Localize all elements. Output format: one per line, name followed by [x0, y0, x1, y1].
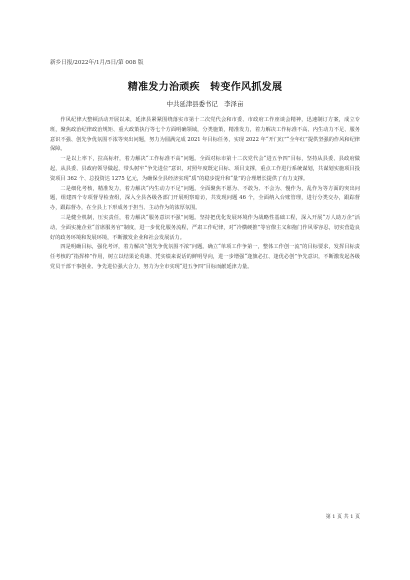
page-number: 第 1 页 共 1 页	[325, 514, 360, 520]
paragraph-1: 一是以上率下，拉高标杆，着力解决“工作标准不高”问题。全面对标市第十二次党代会“进五争四”目标，坚持从县委、县政府做起，从县委、县政府领导做起，带头树牢“争先进位”意识，对照年度既定目标、项目支撑，重点工作进行系统谋划，共谋划实施项目投资项目 362 个、总投资达 1275 亿元，为确保全县经济实现“质”的稳步提升和“量”的合理增长提供了有力支撑。	[50, 156, 360, 182]
paragraph-3: 三是健全机制，压实责任，着力解决“服务意识不强”问题。坚持把优化发展环境作为战略性基础工程，深入开展“万人助万企”活动，全面实施企业“首席服务官”制度，进一步优化服务流程，严肃工作纪律，对“冷横硬推”等官僚主义和拖门作风零容忍，切实营造良好的政务环境和发展环境，不断激发企业和社会发展活力。	[50, 214, 360, 241]
article-title: 精准发力治顽疾 转变作风抓发展	[127, 82, 283, 93]
paragraph-intro: 作风纪律大整顿活动开展以来，延津县紧紧围绕落实市第十二次党代会和市委、市政府工作座谈会精神，迅速制订方案，成立专班，聚焦政治纪律政治规矩、重大政策执行等七个方面明确领域，分类施策，精准发力，着力解决工作标准不高、内生动力不足、服务意识不强、创先争优氛围不浓等突出问题，努力为圆满完成 2021 年目标任务，实现 2022 年“开门红”“全年红”提供坚强的作风和纪律保障。	[50, 117, 360, 153]
article-author: 中共延津县委书记 李泽亩	[166, 100, 244, 108]
paragraph-4: 四是明确目标，强化考评，着力解决“创先争优氛围不浓”问题。确立“单项工作争第一，整体工作创一流”的目标要求，发挥目标责任考核的“指挥棒”作用，树立以结果论英雄、凭实绩来说话的鲜明导向，进一步增强“逢旗必扛、逢优必创”争先意识，不断激发起各级党员干部干事创业、争先进位强大合力，努力为全市实现“进五争四”目标而献延津力量。	[50, 244, 360, 270]
paragraph-2: 二是细化考核，精准发力，着力解决“内生动力不足”问题。全面聚焦不愿为、不敢为、不会为、慢作为，乱作为等方面的突出问题，组建四个专项督导检查组，深入全县各级各部门开展明察暗访，共发现问题 46 个，全面纳入台账管理，进行分类交办，跟踪督办，跟踪督办，在全县上下形成务于担当、主动作为的浓厚氛围。	[50, 185, 360, 212]
source-line: 新乡日报/2022年/1月/5日/第 008 版	[50, 60, 144, 66]
article-body	[50, 116, 360, 273]
